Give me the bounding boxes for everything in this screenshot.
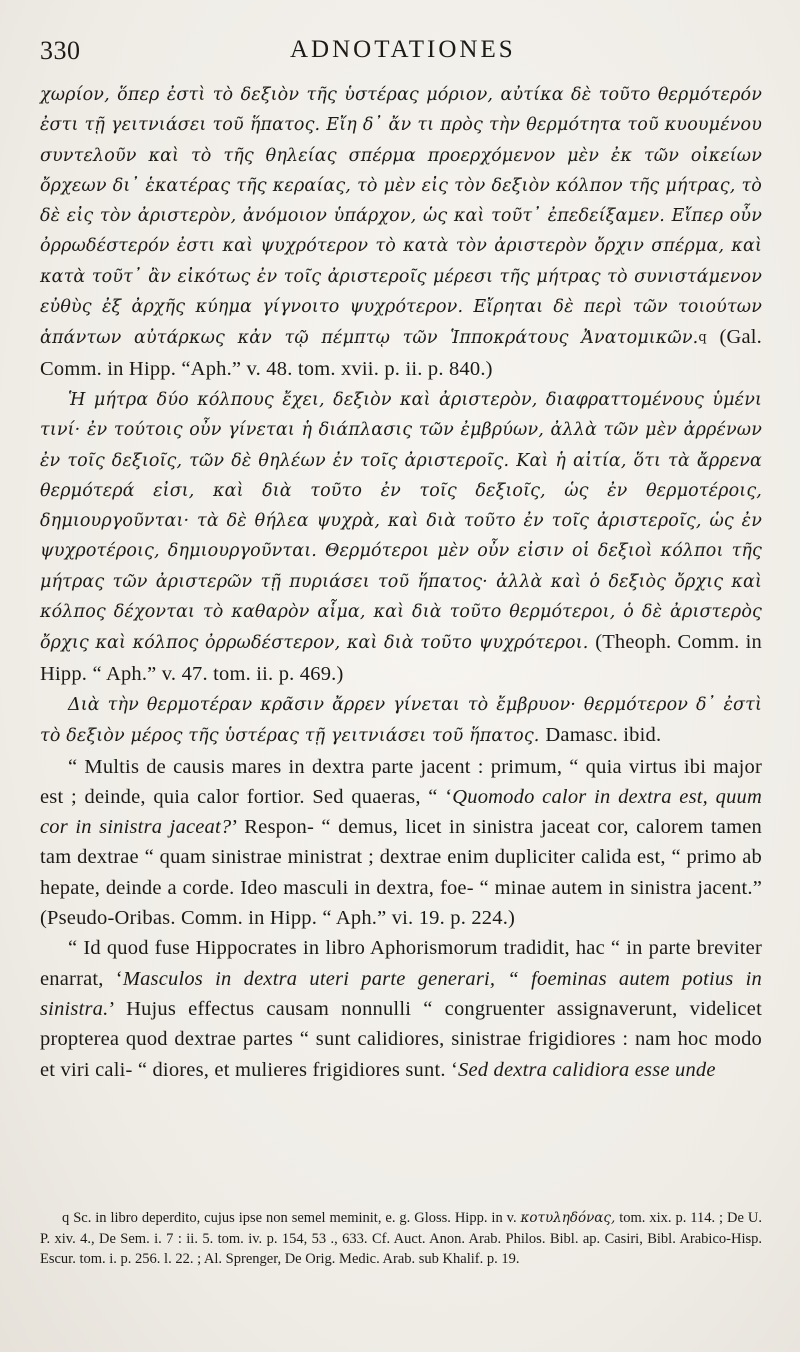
paragraph-galen: [40, 80, 762, 385]
greek-text: χωρίον, ὅπερ ἐστὶ τὸ δεξιὸν τῆς ὑστέρας μόριον, αὐτίκα δὲ τοῦτο θερμότερόν ἐστι τῇ γειτνιάσει τοῦ ἥπατος. Εἴη δ᾽ ἄν τι πρὸς τὴν θερμότητα τοῦ κυουμένου συντελοῦν καὶ τὸ τῆς θηλείας σπέρμα προερχόμενον μὲν ἐκ τῶν οἰκείων ὄρχεων δι᾽ ἑκατέρας τῆς κεραίας, τὸ μὲν εἰς τὸν δεξιὸν κόλπον τῆς μήτρας, τὸ δὲ εἰς τὸν ἀριστερὸν, ἀνόμοιον ὑπάρχον, ὡς καὶ τοῦτ᾽ ἐπεδείξαμεν. Εἴπερ οὖν ὀρρωδέστερόν ἐστι καὶ ψυχρότερον τὸ κατὰ τὸν ἀριστερὸν ὄρχιν σπέρμα, καὶ κατὰ τοῦτ᾽ ἂν εἰκότως ἐν τοῖς ἀριστεροῖς μέρεσι τῆς μήτρας τὸ συνιστάμενον εὐθὺς ἐξ ἀρχῆς κύημα γίγνοιτο ψυχρότερον. Εἴρηται δὲ περὶ τῶν τοιούτων ἁπάντων αὐτάρκως κἀν τῷ πέμπτῳ τῶν Ἱπποκράτους Ἀνατομικῶν.: [40, 85, 762, 349]
greek-text: Διὰ τὴν θερμοτέραν κρᾶσιν ἄρρεν γίνεται τὸ ἔμβρυον· θερμότερον δ᾽ ἐστὶ τὸ δεξιὸν μέρος τῆς ὑστέρας τῇ γειτνιάσει τοῦ ἥπατος.: [40, 694, 762, 747]
latin-italic: Quomodo calor in dextra est, quum cor in sinistra jaceat?: [40, 785, 762, 839]
latin-italic: Masculos in dextra uteri parte generari, “ foeminas autem potius in sinistra.: [40, 967, 762, 1020]
greek-text: Ἡ μήτρα δύο κόλπους ἔχει, δεξιὸν καὶ ἀριστερὸν, διαφραττομένους ὑμένι τινί· ἐν τούτοις οὖν γίνεται ἡ διάπλασις τῶν ἐμβρύων, ἀλλὰ τῶν μὲν ἀρρένων ἐν τοῖς δεξιοῖς, τῶν δὲ θηλέων ἐν τοῖς ἀριστεροῖς. Καὶ ἡ αἰτία, ὅτι τὰ ἄρρενα θερμότερά εἰσι, καὶ διὰ τοῦτο ἐν τοῖς δεξιοῖς, ὡς ἐν θερμοτέροις, δημιουργοῦνται· τὰ δὲ θήλεα ψυχρὰ, καὶ διὰ τοῦτο ἐν τοῖς ἀριστεροῖς, ὡς ἐν ψυχροτέροις, δημιουργοῦνται. Θερμότεροι μὲν οὖν εἰσιν οἱ δεξιοὶ κόλποι τῆς μήτρας τῶν ἀριστερῶν τῇ πυριάσει τοῦ ἥπατος· ἀλλὰ καὶ ὁ δεξιὸς ὄρχις καὶ κόλπος δέχονται τὸ καθαρὸν αἷμα, καὶ διὰ τοῦτο θερμότεροι, ὁ δὲ ἀριστερὸς ὄρχις καὶ κόλπος ὀρρωδέστερον, καὶ διὰ τοῦτο ψυχρότεροι.: [40, 389, 762, 654]
footnote-text: q Sc. in libro deperdito, cujus ipse non semel meminit, e. g. Gloss. Hipp. in v.: [62, 1210, 517, 1226]
footnote-marker: q: [698, 330, 707, 346]
citation: (Gal. Comm. in Hipp. “Aph.” v. 48. tom. xvii. p. ii. p. 840.): [40, 326, 762, 380]
paragraph-pseudo-oribasius: [40, 752, 762, 934]
page-number: 330: [40, 36, 81, 65]
paragraph-theophilus: [40, 385, 762, 690]
latin-italic: Sed dextra calidiora esse unde: [458, 1058, 716, 1081]
latin-text: ’ Respon- “ demus, licet in sinistra jaceat cor, calorem tamen tam dextrae “ quam sinistrae ministrat ; dextrae enim dupliciter calida est, “ primo ab hepate, deinde a corde. Ideo masculi in dextra, foe- “ minae autem in sinistra jacent.” (Pseudo-Oribas. Comm. in Hipp. “ Aph.” vi. 19. p. 224.): [40, 816, 762, 930]
footnote-q: [40, 1208, 762, 1270]
latin-text: ’ Hujus effectus causam nonnulli “ congruenter assignaverunt, videlicet propterea quod dextrae partes “ sunt calidiores, sinistrae frigidiores : nam hoc modo et viri cali- “ diores, et mulieres frigidiores sunt. ‘: [40, 997, 762, 1081]
paragraph-commentary: [40, 933, 762, 1084]
running-head: ADNOTATIONES: [290, 36, 516, 63]
page-header: [40, 30, 760, 70]
footnote-text: tom. xix. p. 114. ; De U. P. xiv. 4., De Sem. i. 7 : ii. 5. tom. iv. p. 154, 53 ., 633. Cf. Auct. Anon. Arab. Philos. Bibl. ap. Casiri, Bibl. Arabico-Hisp. Escur. tom. i. p. 256. l. 22. ; Al. Sprenger, De Orig. Medic. Arab. sub Khalif. p. 19.: [40, 1210, 762, 1267]
citation: Damasc. ibid.: [545, 724, 662, 747]
paragraph-damascius: [40, 690, 762, 752]
latin-text: “ Multis de causis mares in dextra parte jacent : primum, “ quia virtus ibi major est ; deinde, quia calor fortior. Sed quaeras, “ ‘: [40, 755, 762, 808]
footnote-greek: κοτυληδόνας,: [520, 1210, 616, 1226]
latin-text: “ Id quod fuse Hippocrates in libro Aphorismorum tradidit, hac “ in parte breviter enarrat, ‘: [40, 937, 762, 990]
main-text: [40, 80, 762, 1085]
footnotes: [40, 1208, 762, 1270]
citation: (Theoph. Comm. in Hipp. “ Aph.” v. 47. tom. ii. p. 469.): [40, 631, 763, 685]
